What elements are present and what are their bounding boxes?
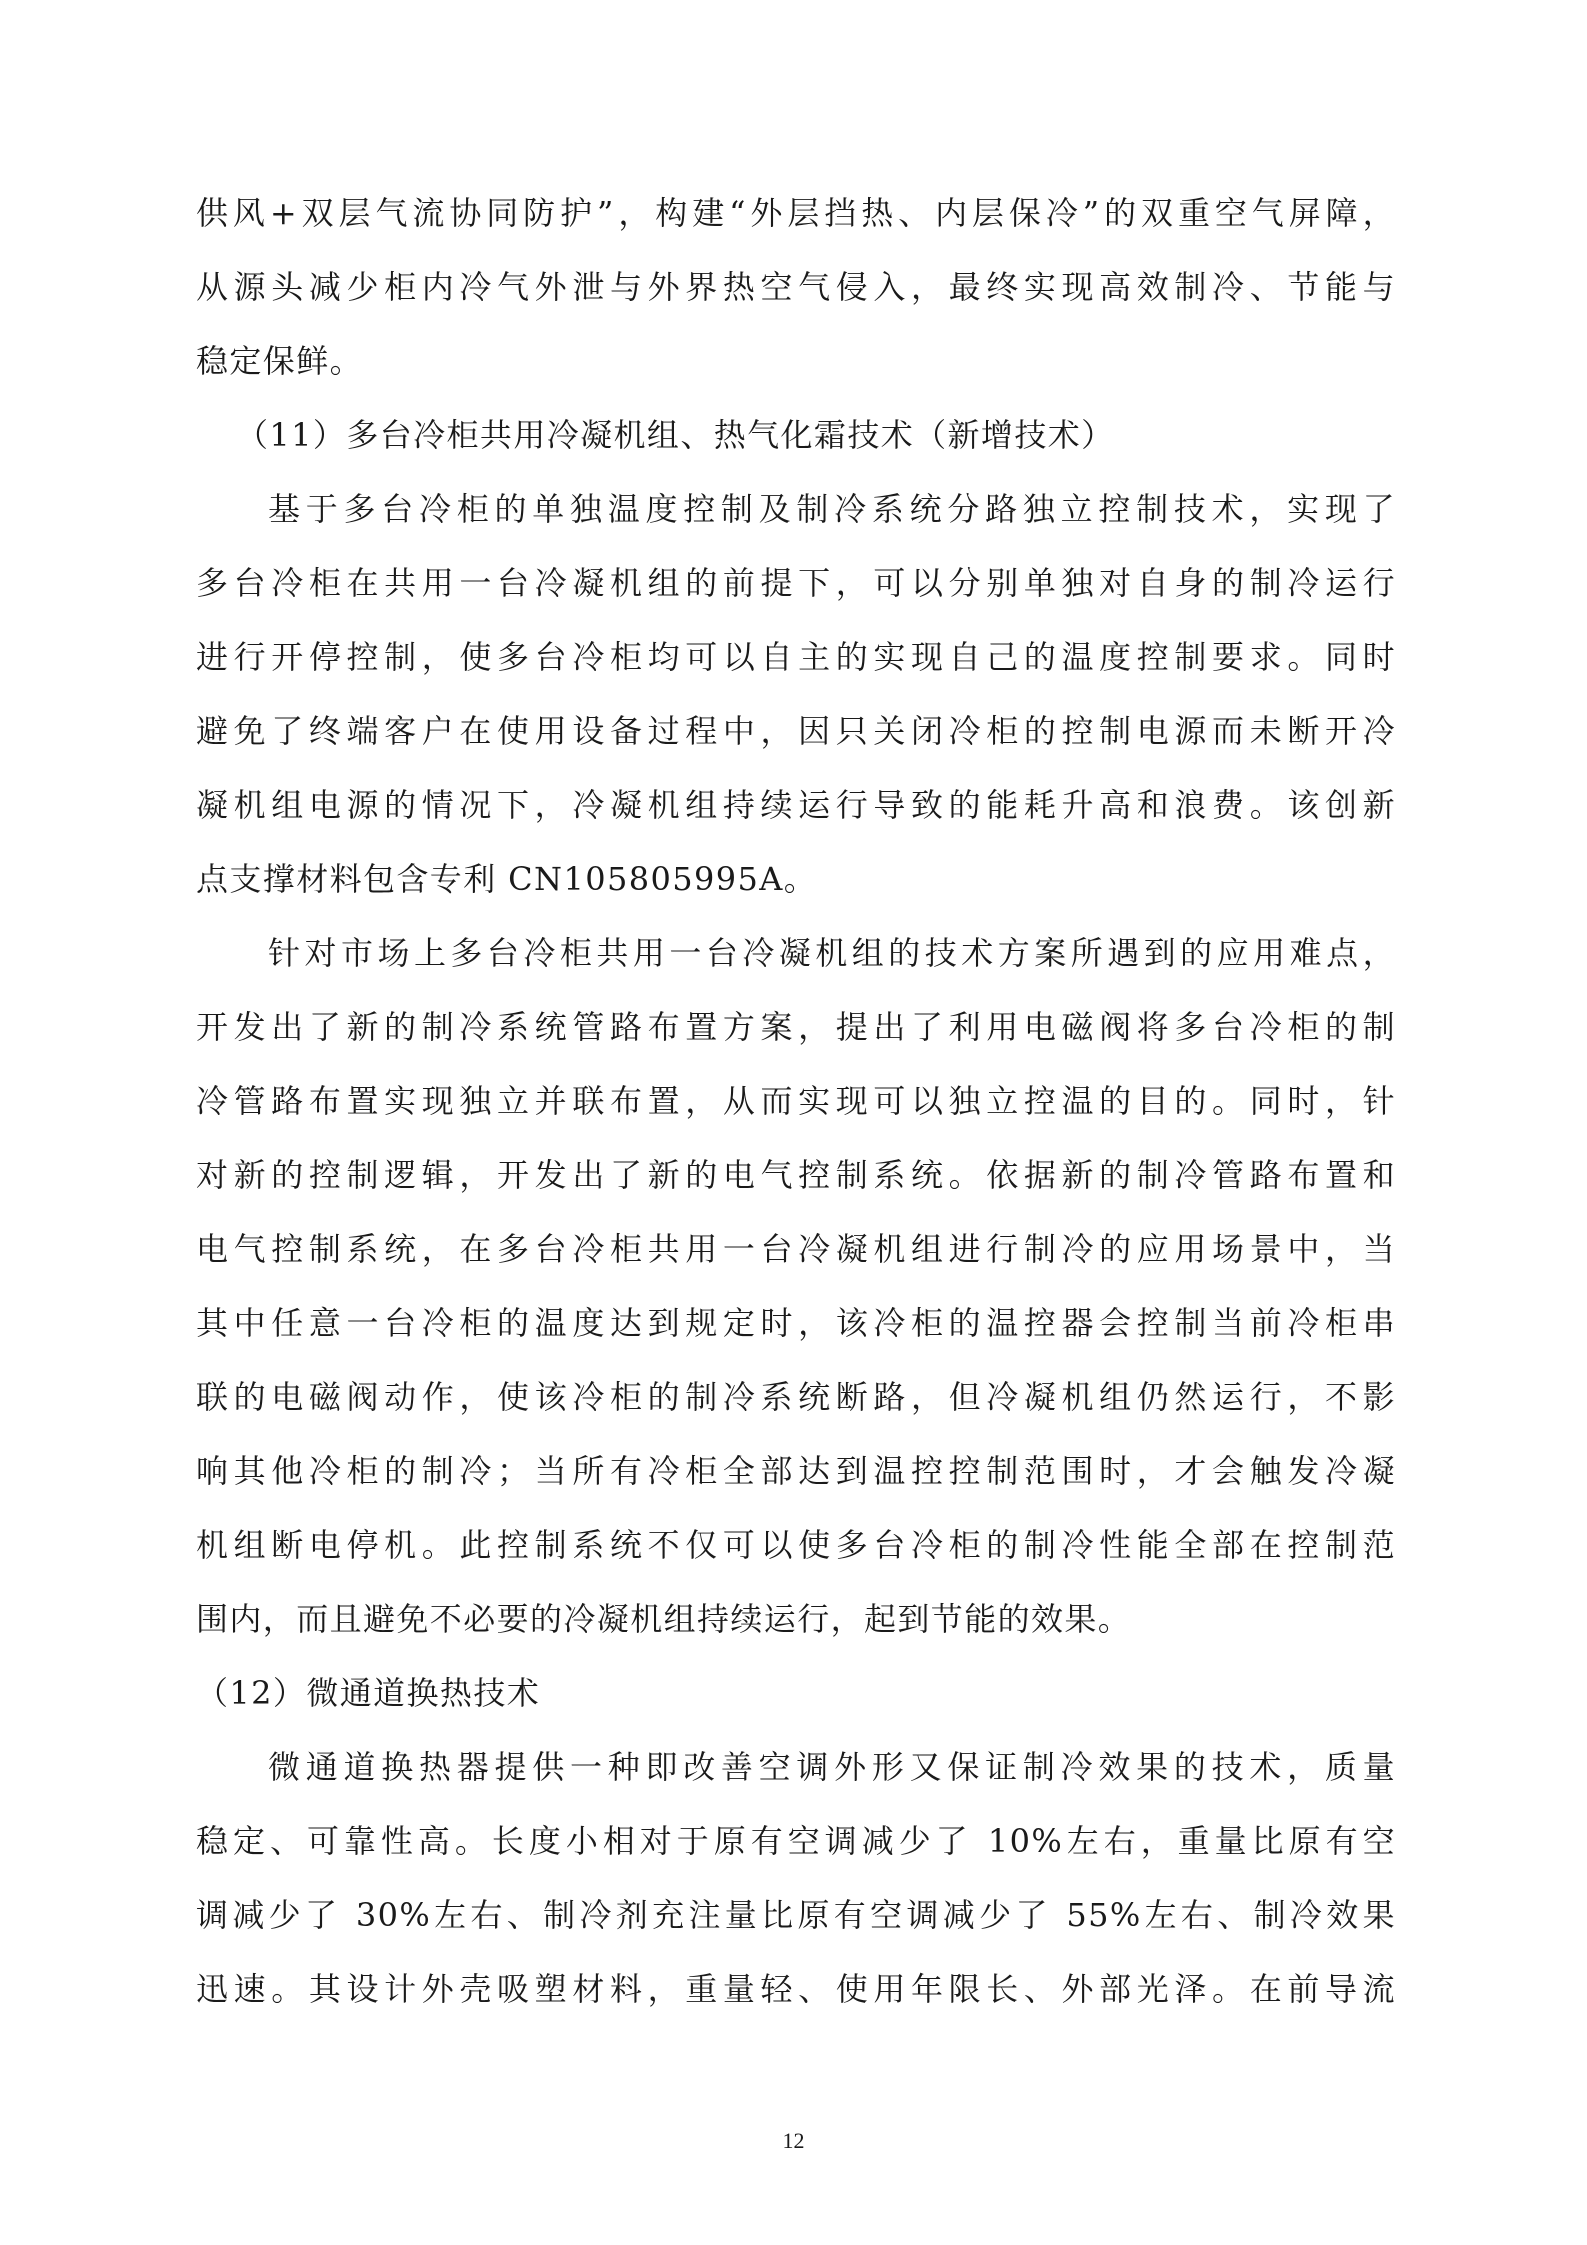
text-line: 稳定、可靠性高。长度小相对于原有空调减少了 10%左右，重量比原有空 xyxy=(196,1822,1396,1860)
text-line: 电气控制系统，在多台冷柜共用一台冷凝机组进行制冷的应用场景中，当 xyxy=(196,1230,1396,1268)
text-line: 对新的控制逻辑，开发出了新的电气控制系统。依据新的制冷管路布置和 xyxy=(196,1156,1396,1194)
text-line: 机组断电停机。此控制系统不仅可以使多台冷柜的制冷性能全部在控制范 xyxy=(196,1526,1396,1564)
section-heading-12: （12）微通道换热技术 xyxy=(196,1674,541,1712)
text-line: 调减少了 30%左右、制冷剂充注量比原有空调减少了 55%左右、制冷效果 xyxy=(196,1896,1396,1934)
text-line: 冷管路布置实现独立并联布置，从而实现可以独立控温的目的。同时，针 xyxy=(196,1082,1396,1120)
text-line: 针对市场上多台冷柜共用一台冷凝机组的技术方案所遇到的应用难点， xyxy=(268,934,1396,972)
text-line: 基于多台冷柜的单独温度控制及制冷系统分路独立控制技术，实现了 xyxy=(268,490,1396,528)
text-line: 其中任意一台冷柜的温度达到规定时，该冷柜的温控器会控制当前冷柜串 xyxy=(196,1304,1396,1342)
text-line: 从源头减少柜内冷气外泄与外界热空气侵入，最终实现高效制冷、节能与 xyxy=(196,268,1396,306)
section-heading-11: （11）多台冷柜共用冷凝机组、热气化霜技术（新增技术） xyxy=(236,416,1115,454)
text-line: 进行开停控制，使多台冷柜均可以自主的实现自己的温度控制要求。同时 xyxy=(196,638,1396,676)
text-line: 微通道换热器提供一种即改善空调外形又保证制冷效果的技术，质量 xyxy=(268,1748,1396,1786)
text-line: 稳定保鲜。 xyxy=(196,342,364,380)
text-line: 响其他冷柜的制冷；当所有冷柜全部达到温控控制范围时，才会触发冷凝 xyxy=(196,1452,1396,1490)
page-number: 12 xyxy=(782,2128,805,2153)
body-text xyxy=(196,176,1396,2026)
text-line: 迅速。其设计外壳吸塑材料，重量轻、使用年限长、外部光泽。在前导流 xyxy=(196,1970,1396,2008)
text-line: 联的电磁阀动作，使该冷柜的制冷系统断路，但冷凝机组仍然运行，不影 xyxy=(196,1378,1396,1416)
text-line: 避免了终端客户在使用设备过程中，因只关闭冷柜的控制电源而未断开冷 xyxy=(196,712,1396,750)
text-line: 凝机组电源的情况下，冷凝机组持续运行导致的能耗升高和浪费。该创新 xyxy=(196,786,1396,824)
text-line: 点支撑材料包含专利 CN105805995A。 xyxy=(196,860,818,898)
text-line: 供风+双层气流协同防护”，构建“外层挡热、内层保冷”的双重空气屏障， xyxy=(196,194,1396,232)
text-line: 多台冷柜在共用一台冷凝机组的前提下，可以分别单独对自身的制冷运行 xyxy=(196,564,1396,602)
text-line: 围内，而且避免不必要的冷凝机组持续运行，起到节能的效果。 xyxy=(196,1600,1132,1638)
text-line: 开发出了新的制冷系统管路布置方案，提出了利用电磁阀将多台冷柜的制 xyxy=(196,1008,1396,1046)
